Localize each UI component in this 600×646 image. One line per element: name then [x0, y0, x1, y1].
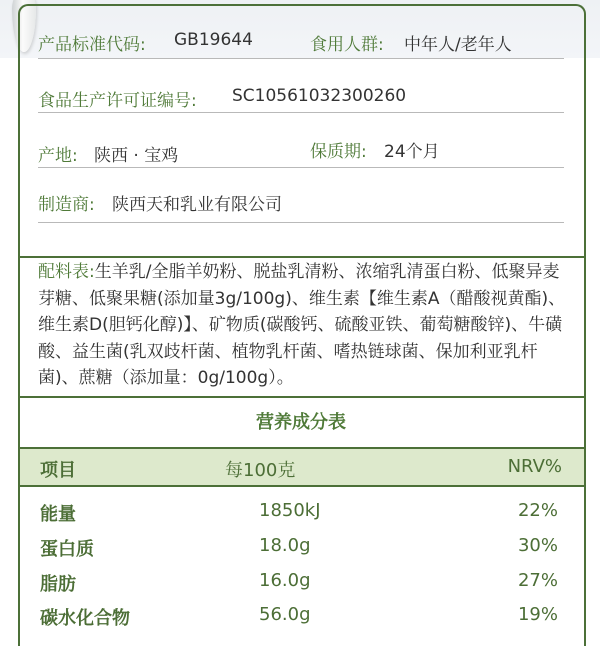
standard-value: GB19644	[174, 30, 253, 50]
header-per100g: 每100克	[225, 460, 296, 481]
ingredients	[38, 259, 568, 392]
nutrient-amount: 56.0g	[259, 604, 311, 625]
target-label: 食用人群:	[310, 35, 384, 55]
ingredients-text: 生羊乳/全脂羊奶粉、脱盐乳清粉、浓缩乳清蛋白粉、低聚异麦芽糖、低聚果糖(添加量3g/100g)、维生素【维生素A（醋酸视黄酯)、维生素D(胆钙化醇)】、矿物质(碳酸钙、硫酸亚铁、葡萄糖酸锌)、牛磺酸、益生菌(乳双歧杆菌、植物乳杆菌、嗜热链球菌、保加利亚乳杆菌)、蔗糖（添加量：0g/100g）。	[38, 262, 566, 388]
nutrient-name: 碳水化合物	[40, 608, 130, 629]
license-value: SC10561032300260	[232, 86, 407, 106]
standard-label: 产品标准代码:	[38, 35, 146, 55]
nutrient-nrv: 22%	[517, 500, 558, 521]
header-nrv: NRV%	[507, 456, 562, 477]
info-row-origin	[38, 113, 564, 168]
origin-value: 陕西 · 宝鸡	[94, 146, 179, 166]
nutrition-header	[20, 449, 584, 487]
license-label: 食品生产许可证编号:	[38, 91, 197, 111]
shelf-label: 保质期:	[310, 142, 367, 162]
nutrient-name: 蛋白质	[40, 539, 94, 560]
info-row-standard	[38, 4, 564, 59]
nutrient-nrv: 19%	[517, 604, 558, 625]
nutrient-amount: 1850kJ	[259, 500, 321, 521]
nutrient-name: 脂肪	[40, 574, 76, 595]
nutrient-nrv: 30%	[517, 535, 558, 556]
ingredients-label: 配料表:	[38, 262, 95, 282]
maker-value: 陕西天和乳业有限公司	[112, 195, 282, 215]
info-row-maker	[38, 168, 564, 223]
nutrient-name: 能量	[40, 504, 76, 525]
nutrient-amount: 16.0g	[259, 570, 311, 591]
header-item: 项目	[40, 460, 76, 481]
nutrient-amount: 18.0g	[259, 535, 311, 556]
divider	[18, 396, 584, 398]
nutrition-title: 营养成分表	[256, 412, 346, 433]
maker-label: 制造商:	[38, 195, 95, 215]
shelf-value: 24个月	[384, 142, 440, 162]
info-row-license	[38, 58, 564, 113]
target-value: 中年人/老年人	[404, 35, 512, 55]
nutrient-nrv: 27%	[517, 570, 558, 591]
origin-label: 产地:	[38, 146, 78, 166]
divider	[18, 256, 584, 258]
